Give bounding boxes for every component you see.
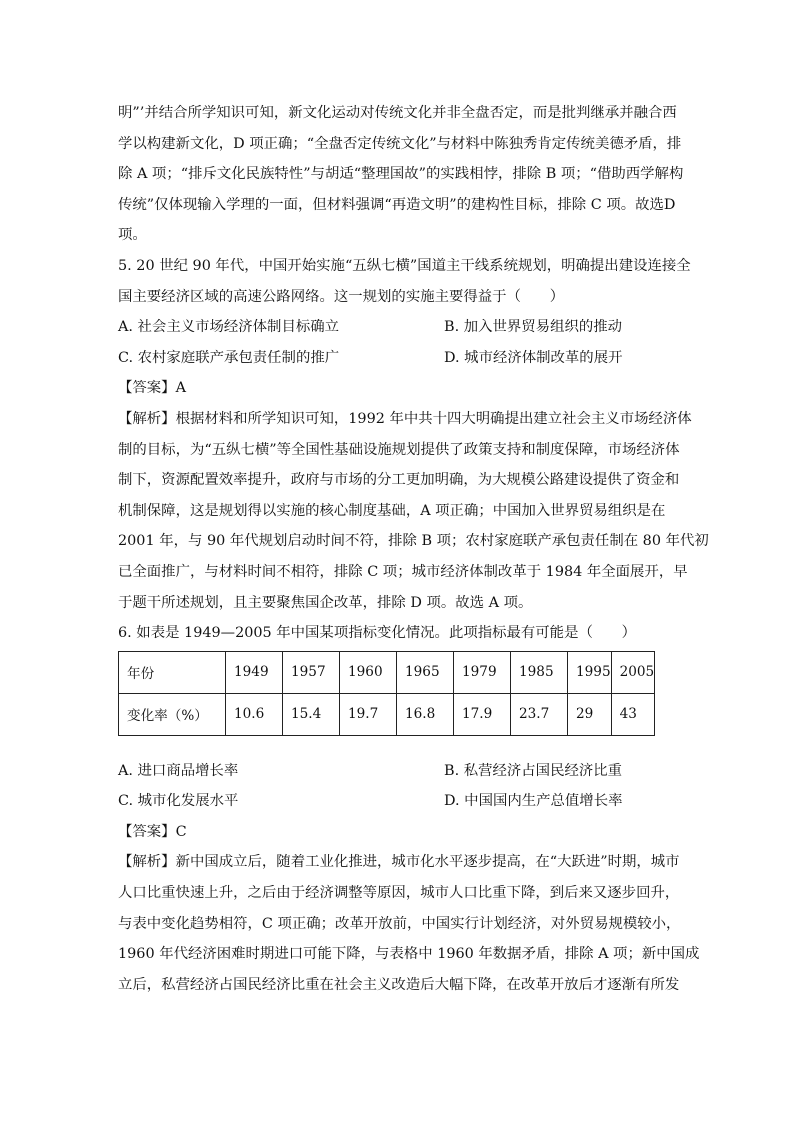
option-d: D. 城市经济体制改革的展开 [444,349,623,366]
text-line: 除 A 项；“排斥文化民族特性”与胡适“整理国故”的实践相悖，排除 B 项；“借助西学解构 [118,166,684,183]
text-line: 5. 20 世纪 90 年代，中国开始实施“五纵七横”国道主干线系统规划，明确提出建设连接全 [118,257,691,274]
question-6-stem [118,618,658,649]
text-line: 制的目标，为“五纵七横”等全国性基础设施规划提供了政策支持和制度保障，市场经济体 [118,441,680,458]
option-d: D. 中国国内生产总值增长率 [444,793,623,810]
text-line: 国主要经济区域的高速公路网络。这一规划的实施主要得益于（ ） [118,288,565,305]
text-line: 已全面推广，与材料时间不相符，排除 C 项；城市经济体制改革于 1984 年全面展开，早 [118,563,688,580]
text-line: 1960 年代经济困难时期进口可能下降，与表格中 1960 年数据矛盾，排除 A 项；新中国成 [118,946,700,963]
question-5-analysis [118,404,709,618]
text-line: 与表中变化趋势相符，C 项正确；改革开放前，中国实行计划经济，对外贸易规模较小， [118,915,681,932]
table-cell: 23.7 [511,693,568,735]
table-cell: 1960 [340,651,397,693]
table-cell: 年份 [119,651,226,693]
option-b: B. 私营经济占国民经济比重 [444,762,623,779]
text-line: 【解析】新中国成立后，随着工业化推进，城市化水平逐步提高，在“大跃进”时期，城市 [118,854,680,871]
table-cell: 16.8 [397,693,454,735]
table-cell: 10.6 [226,693,283,735]
document-page [118,98,709,1000]
question-5-answer [118,373,658,404]
table-cell: 17.9 [454,693,511,735]
table-cell: 2005 [611,651,655,693]
table-row-rates [119,693,655,735]
question-6-options-row-2 [118,786,658,817]
text-line: 【解析】根据材料和所学知识可知，1992 年中共十四大明确提出建立社会主义市场经济体 [118,410,692,427]
text-line: 项。 [118,227,147,244]
table-cell: 变化率（%） [119,693,226,735]
indicator-table [118,651,655,736]
answer-text: 【答案】C [118,823,187,840]
table-cell: 1985 [511,651,568,693]
option-a: A. 进口商品增长率 [118,762,239,779]
table-cell: 43 [611,693,655,735]
question-6-answer [118,817,658,848]
question-6-analysis [118,847,700,1000]
option-c: C. 城市化发展水平 [118,793,239,810]
text-line: 明”’并结合所学知识可知，新文化运动对传统文化并非全盘否定，而是批判继承并融合西 [118,105,677,121]
table-cell: 1949 [226,651,283,693]
text-line: 2001 年，与 90 年代规划启动时间不符，排除 B 项；农村家庭联产承包责任制在 80 年代初 [118,533,709,550]
text-line: 传统”仅体现输入学理的一面，但材料强调“再造文明”的建构性目标，排除 C 项。故选D [118,196,676,213]
text-line: 于题干所述规划，且主要聚焦国企改革，排除 D 项。故选 A 项。 [118,594,533,611]
text-line: 学以构建新文化，D 项正确；“全盘否定传统文化”与材料中陈独秀肯定传统美德矛盾，排 [118,135,682,152]
text-line: 6. 如表是 1949—2005 年中国某项指标变化情况。此项指标最有可能是（ ） [118,625,637,642]
text-line: 制下，资源配置效率提升，政府与市场的分工更加明确，为大规模公路建设提供了资金和 [118,472,680,489]
question-5-options-row-1 [118,312,658,343]
table-cell: 1979 [454,651,511,693]
table-cell: 19.7 [340,693,397,735]
answer-text: 【答案】A [118,380,186,397]
question-6-options-row-1 [118,756,658,787]
text-line: 立后，私营经济占国民经济比重在社会主义改造后大幅下降，在改革开放后才逐渐有所发 [118,976,680,993]
option-c: C. 农村家庭联产承包责任制的推广 [118,349,340,366]
previous-analysis-continuation [118,98,684,251]
table-row-years [119,651,655,693]
text-line: 机制保障，这是规划得以实施的核心制度基础，A 项正确；中国加入世界贸易组织是在 [118,502,666,519]
table-cell: 15.4 [283,693,340,735]
table-cell: 1995 [568,651,612,693]
table-cell: 1965 [397,651,454,693]
text-line: 人口比重快速上升，之后由于经济调整等原因，城市人口比重下降，到后来又逐步回升， [118,885,680,902]
option-a: A. 社会主义市场经济体制目标确立 [118,319,340,336]
option-b: B. 加入世界贸易组织的推动 [444,319,623,336]
question-5-stem [118,251,691,312]
table-cell: 1957 [283,651,340,693]
table-cell: 29 [568,693,612,735]
question-5-options-row-2 [118,343,658,374]
